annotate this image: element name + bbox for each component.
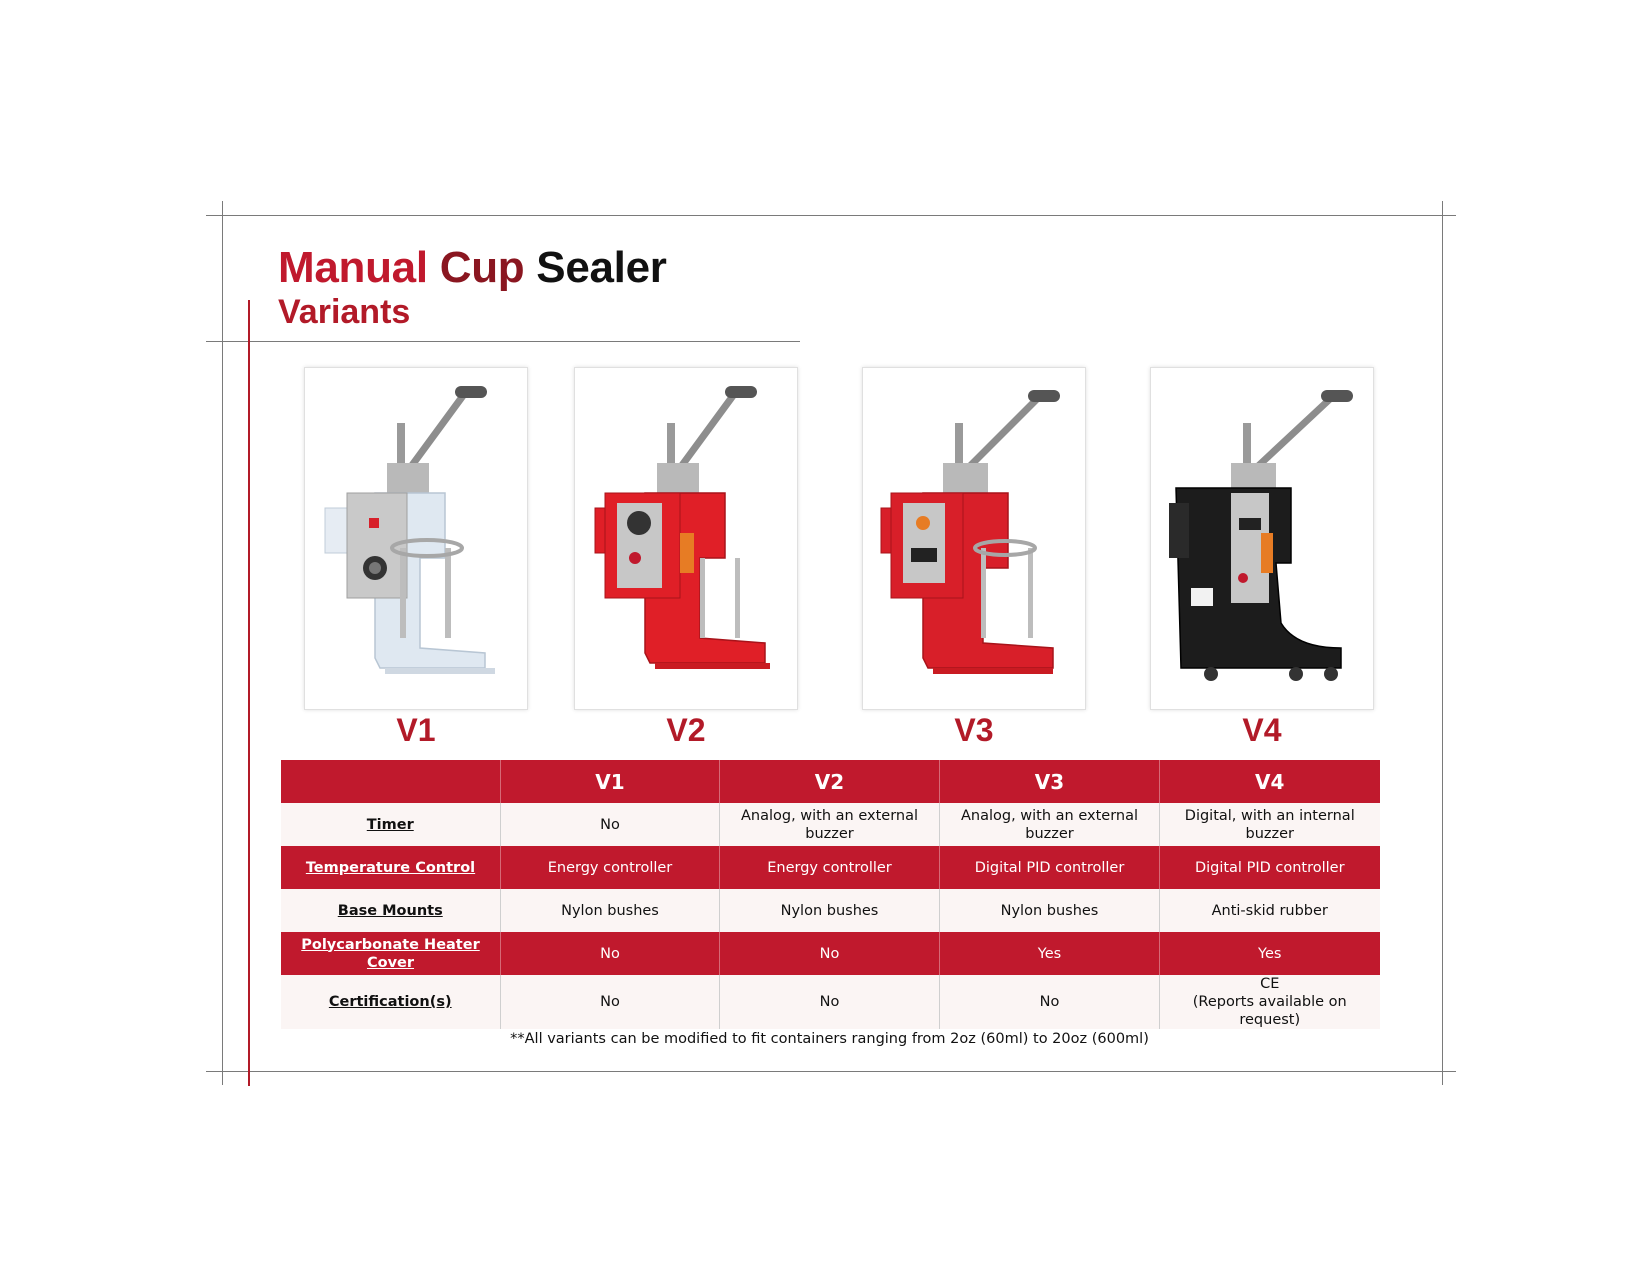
row-label: Base Mounts xyxy=(281,889,501,932)
frame-bottom-line xyxy=(206,1071,1456,1072)
table-cell: Digital PID controller xyxy=(1160,846,1380,889)
table-header-cell: V2 xyxy=(720,760,940,803)
title-word-cup: Cup xyxy=(439,243,525,292)
table-row xyxy=(281,975,1380,1029)
page-subtitle: Variants xyxy=(278,293,411,331)
variant-card-v2 xyxy=(574,367,798,710)
variant-card-v4 xyxy=(1150,367,1374,710)
table-row xyxy=(281,846,1380,889)
page-heading xyxy=(278,242,667,332)
table-header-row xyxy=(281,760,1380,803)
table-cell: CE (Reports available on request) xyxy=(1160,975,1380,1029)
table-row xyxy=(281,803,1380,846)
table-cell: Energy controller xyxy=(501,846,720,889)
table-header-cell: V4 xyxy=(1160,760,1380,803)
table-cell: Analog, with an external buzzer xyxy=(940,803,1160,846)
table-cell: Yes xyxy=(940,932,1160,975)
variant-label-v1: V1 xyxy=(396,712,436,748)
row-label: Certification(s) xyxy=(281,975,501,1029)
table-cell: Nylon bushes xyxy=(940,889,1160,932)
row-label: Temperature Control xyxy=(281,846,501,889)
table-cell: Nylon bushes xyxy=(720,889,940,932)
title-underline xyxy=(206,341,800,342)
variant-label-v4: V4 xyxy=(1242,712,1282,748)
table-header-cell: V1 xyxy=(501,760,720,803)
variant-card-v3 xyxy=(862,367,1086,710)
table-cell: No xyxy=(720,975,940,1029)
table-cell: No xyxy=(940,975,1160,1029)
black-cup-sealer-machine-image xyxy=(1151,368,1373,709)
variant-comparison-table xyxy=(280,760,1380,1029)
table-cell: Analog, with an external buzzer xyxy=(720,803,940,846)
title-word-sealer: Sealer xyxy=(536,243,667,292)
title-word-manual: Manual xyxy=(278,243,428,292)
footnote: **All variants can be modified to fit containers ranging from 2oz (60ml) to 20oz (600ml) xyxy=(510,1031,1149,1047)
white-cup-sealer-machine-image xyxy=(305,368,527,709)
frame-top-line xyxy=(206,215,1456,216)
table-cell: Digital, with an internal buzzer xyxy=(1160,803,1380,846)
table-cell: Anti-skid rubber xyxy=(1160,889,1380,932)
variant-card-v1 xyxy=(304,367,528,710)
red-accent-line xyxy=(248,300,250,1086)
red-cup-sealer-machine-analog-image xyxy=(575,368,797,709)
table-cell: Energy controller xyxy=(720,846,940,889)
table-cell: No xyxy=(501,932,720,975)
red-cup-sealer-machine-digital-image xyxy=(863,368,1085,709)
table-cell: No xyxy=(501,803,720,846)
table-header-cell xyxy=(281,760,501,803)
table-row xyxy=(281,932,1380,975)
row-label: Timer xyxy=(281,803,501,846)
page-title xyxy=(278,242,667,294)
table-cell: Digital PID controller xyxy=(940,846,1160,889)
table-row xyxy=(281,889,1380,932)
table-cell: No xyxy=(720,932,940,975)
variant-label-v3: V3 xyxy=(954,712,994,748)
table-cell: Nylon bushes xyxy=(501,889,720,932)
frame-left-line xyxy=(222,201,223,1085)
table-header-cell: V3 xyxy=(940,760,1160,803)
table-cell: No xyxy=(501,975,720,1029)
variant-label-v2: V2 xyxy=(666,712,706,748)
table-cell: Yes xyxy=(1160,932,1380,975)
frame-right-line xyxy=(1442,201,1443,1085)
row-label: Polycarbonate Heater Cover xyxy=(281,932,501,975)
